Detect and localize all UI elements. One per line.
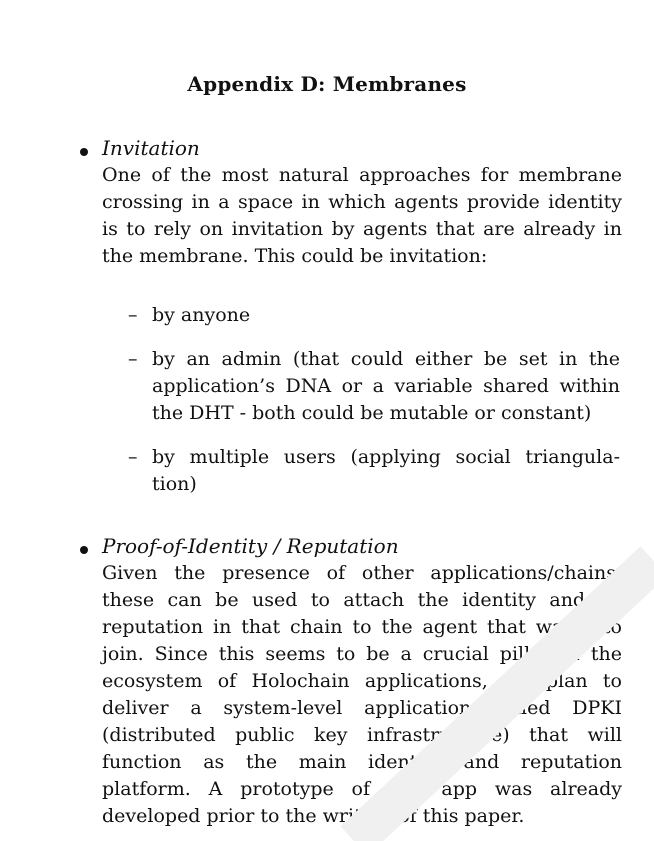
bullet-title-proof-of-identity: Proof-of-Identity / Reputation (102, 534, 399, 558)
dash-marker: – (128, 446, 138, 468)
bullet-proof-of-identity (80, 532, 620, 832)
bullet-title-invitation: Invitation (102, 136, 200, 160)
subitem-text: by an admin (that could either be set in the application’s DNA or a variable shared within the DHT - both could be mutable or constant) (152, 348, 620, 424)
subitem-text: by anyone (152, 304, 251, 326)
bullet-point (80, 546, 88, 554)
subitem-text: by multiple users (applying social triangula- tion) (152, 446, 620, 495)
bullet-invitation (80, 134, 620, 494)
invitation-paragraph: One of the most natural approaches for membrane crossing in a space in which agents provide identity is to rely on invitation by agents that are already in the membrane. This could be invitation: (102, 164, 622, 267)
page-title: Appendix D: Membranes (187, 72, 467, 96)
bullet-point (80, 148, 88, 156)
proof-of-identity-paragraph: Given the presence of other applications/chains, these can be used to attach the identity and its reputation in that chain to the agent that wants to join. Since this seems to be a crucial pillar of the ecosystem of Holochain applications, we plan to deliver a system-level application called DPKI (distributed public key infrastructure) that will function as the main identity and reputation platform. A prototype of this app was already developed prior to the writing of this paper. (102, 562, 622, 827)
dash-marker: – (128, 348, 138, 370)
dash-marker: – (128, 304, 138, 326)
